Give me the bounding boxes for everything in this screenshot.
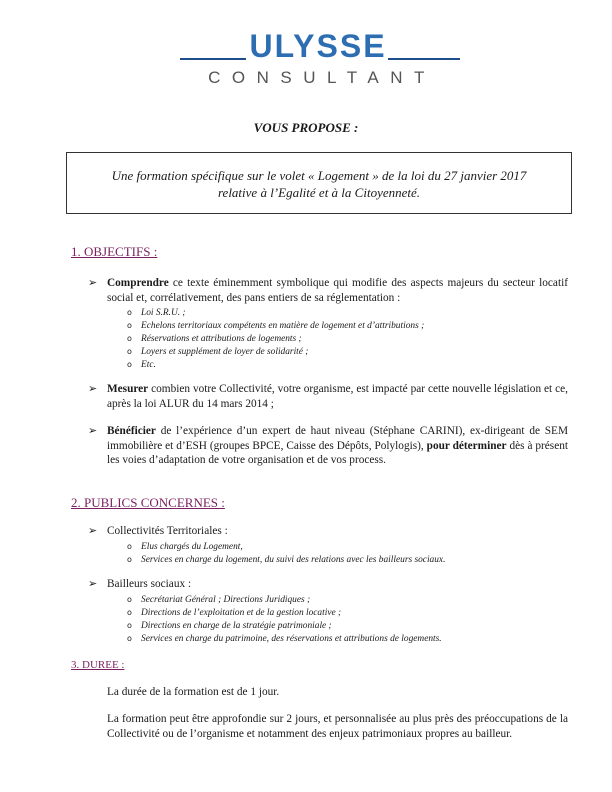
logo-line-right: [388, 58, 460, 60]
bullet-icon: o: [127, 308, 132, 317]
arrow-icon: ➢: [88, 277, 98, 289]
duree-paragraph-2: La formation peut être approfondie sur 2 jours, et personnalisée au plus près des préoccupations de la Collectivité ou de l’organisme et notamment des enjeux patrimoniaux propres au bailleur.: [107, 713, 568, 740]
list-item: o Réservations et attributions de logements ;: [127, 334, 302, 344]
bullet-icon: o: [127, 595, 132, 604]
section-heading-duree: 3. DUREE :: [71, 659, 125, 671]
arrow-icon: ➢: [88, 425, 98, 437]
objective-text: dès à présent les voies d’adaptation de votre organisation et de vos process.: [107, 439, 568, 466]
bullet-icon: o: [127, 621, 132, 630]
intro-line-1: Une formation spécifique sur le volet « Logement » de la loi du 27 janvier 2017: [111, 168, 527, 183]
objective-text: combien votre Collectivité, votre organisme, est impacté par cette nouvelle législation et ce, après la loi ALUR du 14 mars 2014 ;: [107, 383, 568, 410]
bullet-icon: o: [127, 347, 132, 356]
bold-term: Comprendre: [107, 277, 169, 289]
section-heading-objectifs: 1. OBJECTIFS :: [71, 244, 158, 259]
list-item: o Secrétariat Général ; Directions Juridiques ;: [127, 595, 311, 605]
logo: [0, 28, 612, 98]
intro-box: [66, 152, 572, 214]
objective-text: ce texte éminemment symbolique qui modifie des aspects majeurs du secteur locatif social et, corrélativement, des pans entiers de sa réglementation :: [107, 277, 568, 304]
list-item: o Services en charge du patrimoine, des réservations et attributions de logements.: [127, 634, 442, 644]
list-item: o Elus chargés du Logement,: [127, 542, 243, 552]
list-item: o Loyers et supplément de loyer de solidarité ;: [127, 347, 309, 357]
logo-subtitle: CONSULTANT: [208, 68, 436, 87]
list-item: o Echelons territoriaux compétents en matière de logement et d’attributions ;: [127, 321, 425, 331]
list-item: o Directions en charge de la stratégie patrimoniale ;: [127, 621, 332, 631]
bullet-icon: o: [127, 321, 132, 330]
bold-term: Bénéficier: [107, 425, 156, 437]
logo-word: ULYSSE: [249, 28, 387, 64]
bold-term: pour déterminer: [426, 439, 507, 452]
arrow-icon: ➢: [88, 383, 98, 395]
bold-term: Mesurer: [107, 383, 149, 395]
section-heading-publics: 2. PUBLICS CONCERNES :: [71, 495, 225, 510]
duree-paragraph-1: La durée de la formation est de 1 jour.: [107, 686, 280, 698]
bullet-icon: o: [127, 334, 132, 343]
bullet-icon: o: [127, 555, 132, 564]
objective-beneficier: [107, 424, 568, 468]
objective-mesurer: [107, 382, 568, 411]
bullet-icon: o: [127, 634, 132, 643]
list-item: o Services en charge du logement, du suivi des relations avec les bailleurs sociaux.: [127, 555, 446, 565]
list-item: o Loi S.R.U. ;: [127, 308, 186, 318]
bullet-icon: o: [127, 360, 132, 369]
group-label: Bailleurs sociaux :: [107, 578, 192, 590]
bullet-icon: o: [127, 608, 132, 617]
propose-title: VOUS PROPOSE :: [253, 120, 359, 135]
logo-line-left: [180, 58, 246, 60]
arrow-icon: ➢: [88, 578, 98, 590]
objective-text: de l’expérience d’un expert de haut niveau (Stéphane CARINI), ex-dirigeant de SEM immobilière et d’ESH (groupes BPCE, Caisse des Dépôts, Polylogis),: [107, 425, 568, 452]
arrow-icon: ➢: [88, 525, 98, 537]
intro-line-2: relative à l’Egalité et à la Citoyenneté.: [217, 185, 421, 200]
objective-comprendre: [107, 276, 568, 305]
list-item: o Directions de l’exploitation et de la gestion locative ;: [127, 608, 342, 618]
list-item: o Etc.: [127, 360, 156, 370]
group-label: Collectivités Territoriales :: [107, 525, 228, 537]
bullet-icon: o: [127, 542, 132, 551]
